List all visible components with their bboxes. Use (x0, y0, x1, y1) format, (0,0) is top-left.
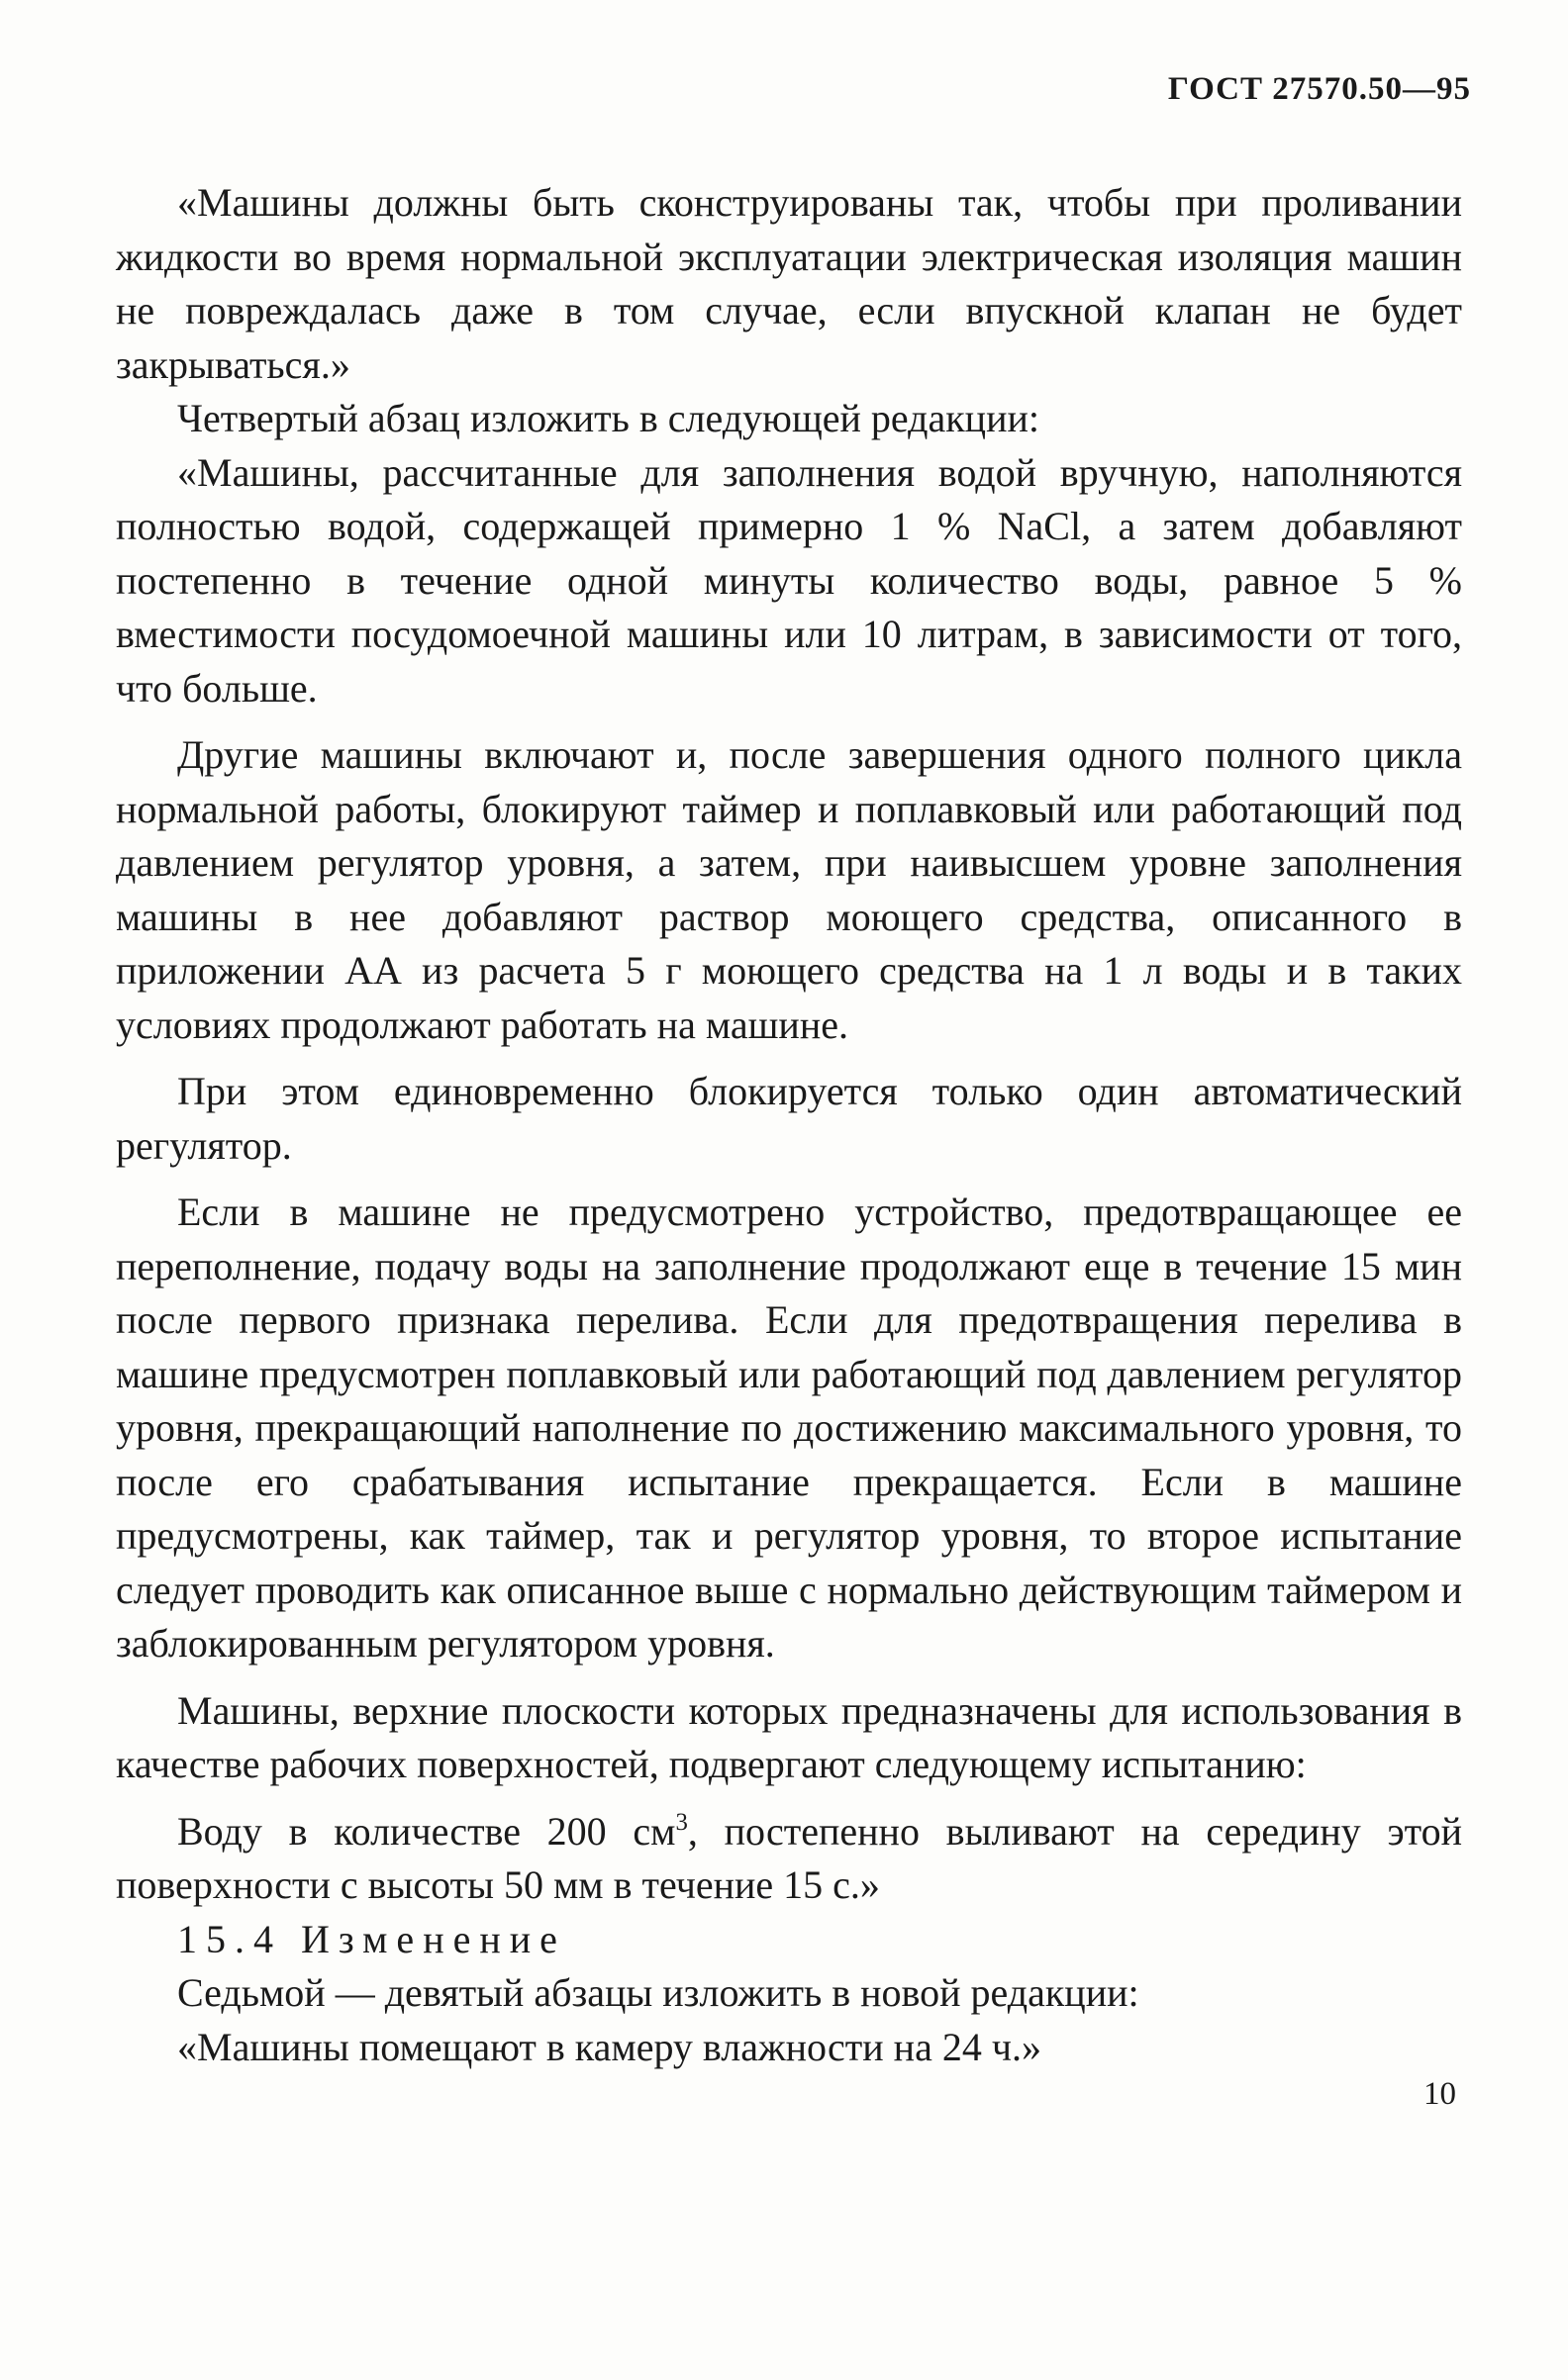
section-heading-15-4: 15.4 Изменение (177, 1916, 566, 1961)
standard-number-header: ГОСТ 27570.50—95 (1167, 71, 1471, 107)
page-number: 10 (1423, 2076, 1456, 2112)
paragraph-manual-fill-machines: «Машины, рассчитанные для заполнения водой вручную, наполняются полностью водой, содержащей примерно 1 % NaCl, а затем добавляют постепенно в течение одной минуты количество воды, равное 5 % вместимости посудомоечной машины или 10 литрам, в зависимости от того, что больше. (116, 449, 1462, 711)
paragraph-single-regulator: При этом единовременно блокируется только один автоматический регулятор. (116, 1069, 1462, 1168)
paragraph-overflow-test: Если в машине не предусмотрено устройство, предотвращающее ее переполнение, подачу воды на заполнение продолжают еще в течение 15 мин после первого признака перелива. Если для предотвращения перелива в машине предусмотрен поплавковый или работающий под давлением регулятор уровня, прекращающий наполнение по достижению максимального уровня, то после его срабатывания испытание прекращается. Если в машине предусмотрены, как таймер, так и регулятор уровня, то второе испытание следует проводить как описанное выше с нормально действующим таймером и заблокированным регулятором уровня. (116, 1190, 1462, 1666)
paragraph-fourth-instruction: Четвертый абзац изложить в следующей редакции: (177, 396, 1039, 440)
paragraph-quote-insulation: «Машины должны быть сконструированы так, чтобы при проливании жидкости во время нормальной эксплуатации электрическая изоляция машин не повреждалась даже в том случае, если впускной клапан не будет закрываться.» (116, 180, 1462, 387)
paragraph-other-machines: Другие машины включают и, после завершения одного полного цикла нормальной работы, блокируют таймер и поплавковый или работающий под давлением регулятор уровня, а затем, при наивысшем уровне заполнения машины в нее добавляют раствор моющего средства, описанного в приложении АА из расчета 5 г моющего средства на 1 л воды и в таких условиях продолжают работать на машине. (116, 732, 1462, 1047)
water-sentence-start: Воду в количестве 200 см (177, 1808, 676, 1854)
paragraph-water-pour (116, 1805, 1462, 1913)
body-text (116, 176, 1462, 2074)
paragraph-humidity-chamber: «Машины помещают в камеру влажности на 24 ч.» (177, 2024, 1041, 2069)
water-sentence-end: , постепенно выливают на середину этой поверхности с высоты 50 мм в течение 15 с.» (116, 1808, 1462, 1907)
paragraph-seventh-ninth-instruction: Седьмой — девятый абзацы изложить в новой редакции: (177, 1970, 1139, 2015)
paragraph-work-surfaces: Машины, верхние плоскости которых предназначены для использования в качестве рабочих поверхностей, подвергают следующему испытанию: (116, 1687, 1462, 1786)
cubic-superscript: 3 (675, 1808, 688, 1836)
